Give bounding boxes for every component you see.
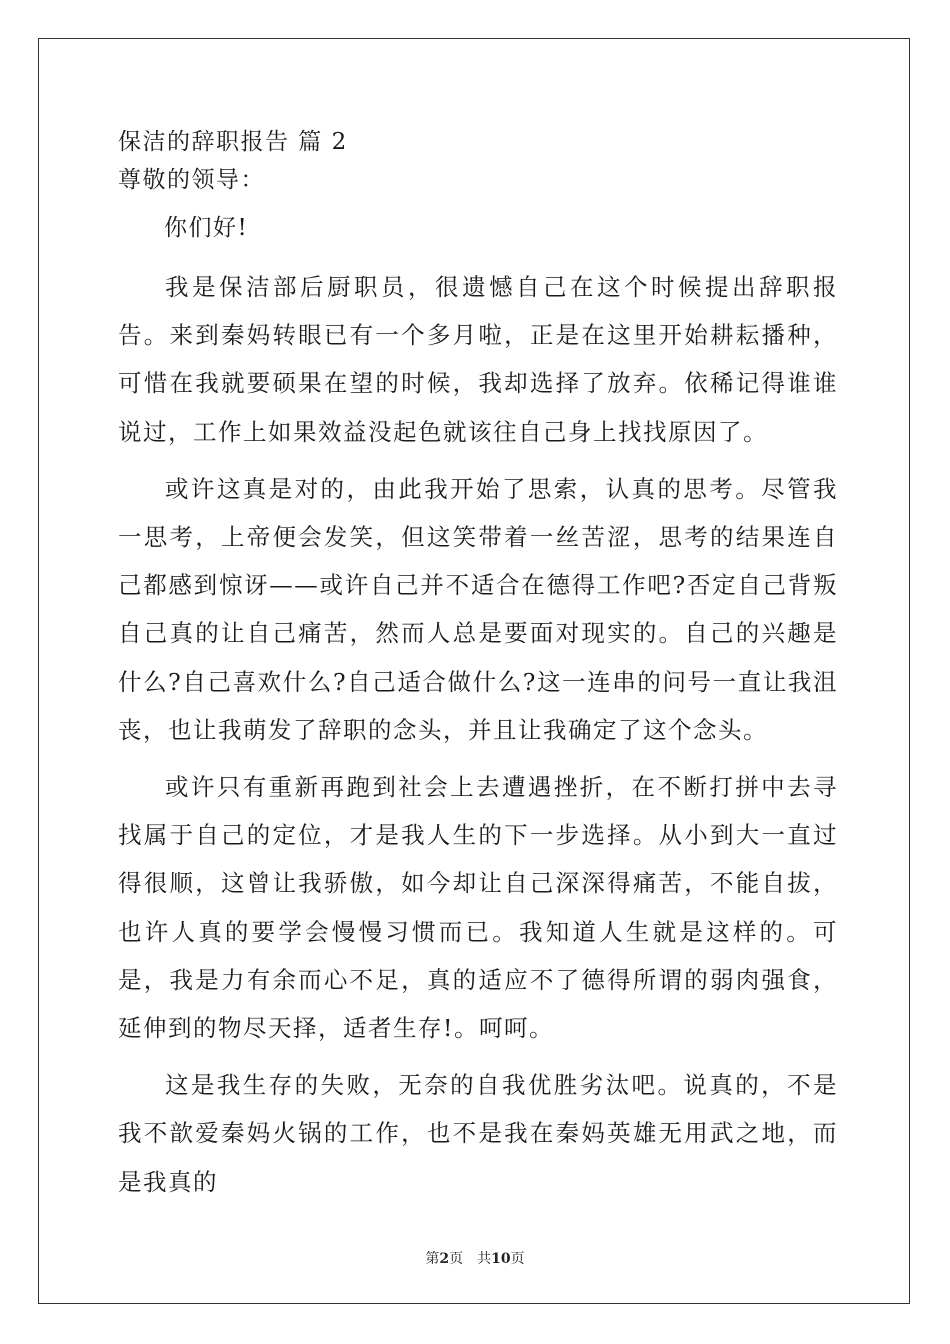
paragraph-4: 这是我生存的失败，无奈的自我优胜劣汰吧。说真的，不是我不歆爱秦妈火锅的工作，也不是我在秦妈英雄无用武之地，而是我真的 <box>118 1071 838 1196</box>
paragraph-1: 我是保洁部后厨职员，很遗憾自己在这个时候提出辞职报告。来到秦妈转眼已有一个多月啦，正是在这里开始耕耘播种，可惜在我就要硕果在望的时候，我却选择了放弃。依稀记得谁谁说过，工作上如果效益没起色就该往自己身上找找原因了。 <box>118 273 838 446</box>
page-mid: 页 共 <box>449 1251 492 1267</box>
page-suffix: 页 <box>510 1251 525 1267</box>
salutation: 尊敬的领导： <box>118 167 265 193</box>
paragraph-3: 或许只有重新再跑到社会上去遭遇挫折，在不断打拼中去寻找属于自己的定位，才是我人生的下一步选择。从小到大一直过得很顺，这曾让我骄傲，如今却让自己深深得痛苦，不能自拔，也许人真的要学会慢慢习惯而已。我知道人生就是这样的。可是，我是力有余而心不足，真的适应不了德得所谓的弱肉强食，延伸到的物尽天择，适者生存!。呵呵。 <box>118 773 838 1043</box>
paragraph-2: 或许这真是对的，由此我开始了思索，认真的思考。尽管我一思考，上帝便会发笑，但这笑带着一丝苦涩，思考的结果连自己都感到惊讶——或许自己并不适合在德得工作吧?否定自己背叛自己真的让自己痛苦，然而人总是要面对现实的。自己的兴趣是什么?自己喜欢什么?自己适合做什么?这一连串的问号一直让我沮丧，也让我萌发了辞职的念头，并且让我确定了这个念头。 <box>118 474 838 744</box>
page-total: 10 <box>491 1251 511 1267</box>
page-footer <box>0 1248 950 1268</box>
page-prefix: 第 <box>425 1251 440 1267</box>
document-title: 保洁的辞职报告 篇 2 <box>118 129 348 155</box>
page-current: 2 <box>439 1251 450 1267</box>
greeting: 你们好! <box>164 215 249 241</box>
document-body <box>118 128 838 1215</box>
